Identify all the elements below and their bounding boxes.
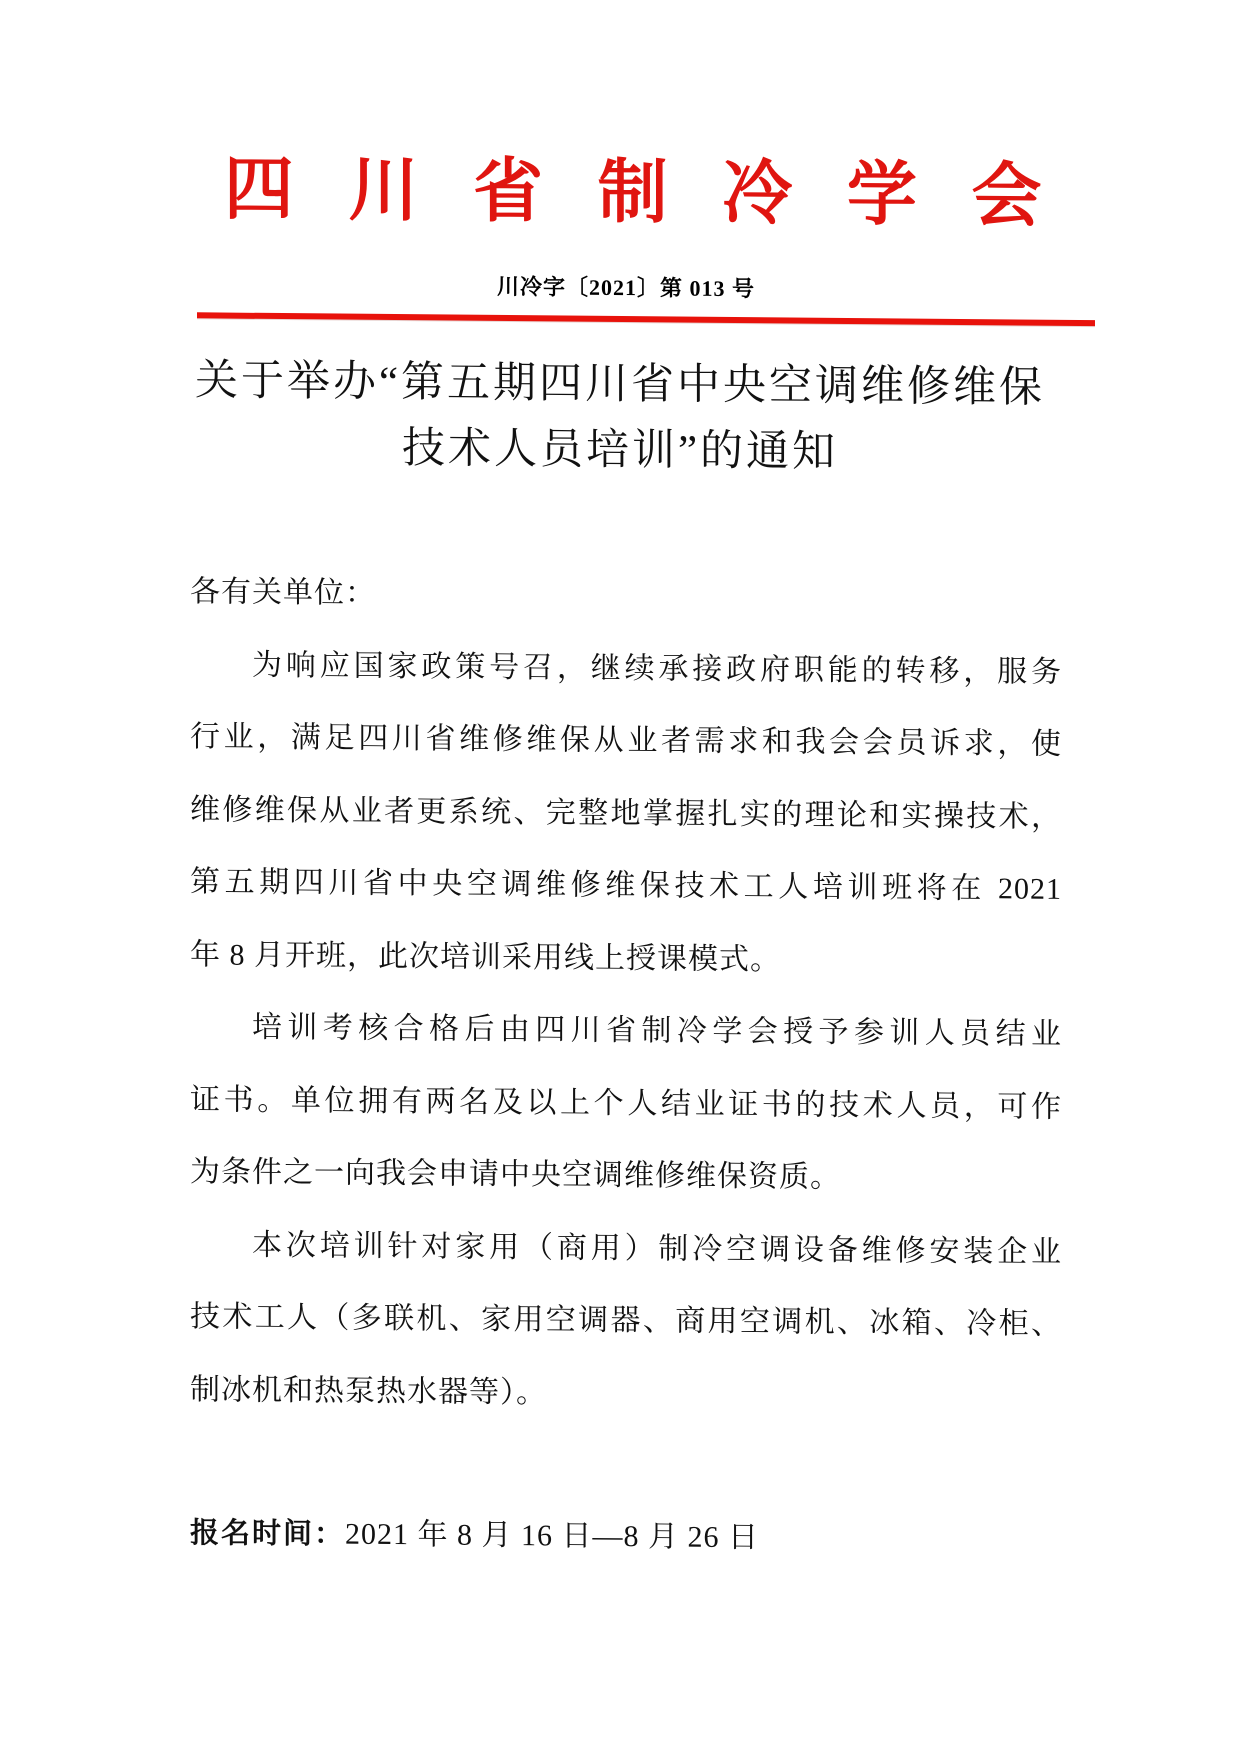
body-line: 第五期四川省中央空调维修维保技术工人培训班将在 2021	[190, 865, 1062, 906]
body-line: 行业，满足四川省维修维保从业者需求和我会会员诉求，使	[190, 720, 1062, 761]
notice-title	[0, 347, 1240, 490]
signup-time-label: 报名时间：	[190, 1517, 346, 1551]
salutation: 各有关单位：	[190, 575, 376, 610]
body-line: 维修维保从业者更系统、完整地掌握扎实的理论和实操技术，	[190, 792, 1062, 834]
signup-time-row	[190, 1497, 759, 1574]
body-line: 培训考核合格后由四川省制冷学会授予参训人员结业	[252, 1010, 1062, 1051]
doc-number: 川冷字〔2021〕第 013 号	[496, 273, 755, 302]
notice-title-line-2: 技术人员培训”的通知	[401, 425, 839, 476]
notice-title-line-1: 关于举办“第五期四川省中央空调维修维保	[194, 357, 1046, 412]
red-divider-line	[197, 312, 1095, 326]
body-line: 为响应国家政策号召，继续承接政府职能的转移，服务	[252, 648, 1062, 689]
body-line: 证书。单位拥有两名及以上个人结业证书的技术人员，可作	[190, 1082, 1062, 1124]
body-line: 制冰机和热泵热水器等）。	[190, 1372, 547, 1409]
body-line: 年 8 月开班，此次培训采用线上授课模式。	[190, 937, 781, 976]
body-line: 本次培训针对家用（商用）制冷空调设备维修安装企业	[252, 1228, 1062, 1269]
body-line: 技术工人（多联机、家用空调器、商用空调机、冰箱、冷柜、	[190, 1300, 1062, 1341]
signup-time-value: 2021 年 8 月 16 日—8 月 26 日	[345, 1517, 760, 1555]
notice-body	[190, 556, 1062, 1434]
org-title: 四川省制冷学会	[223, 151, 1097, 237]
body-line: 为条件之一向我会申请中央空调维修维保资质。	[190, 1155, 841, 1194]
